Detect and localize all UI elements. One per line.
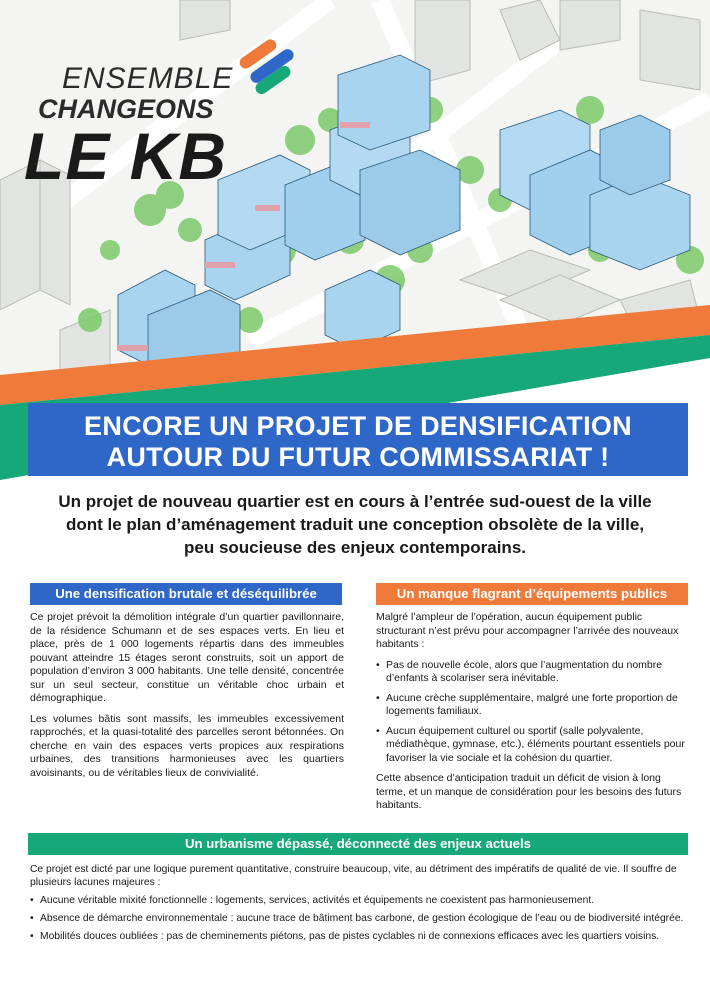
- bottom-section-body: [30, 863, 690, 950]
- intro-line-3: peu soucieuse des enjeux contemporains.: [184, 538, 526, 557]
- list-item: • Aucun équipement culturel ou sportif (salle polyvalente, médiathèque, gymnase, etc.), éléments pourtant essentiels pour favoriser la vie sociale et la cohésion du quartier.: [376, 725, 688, 766]
- list-item: • Aucune véritable mixité fonctionnelle : logements, services, activités et équipements ne coexistent pas harmonieusement.: [30, 894, 690, 907]
- left-section-heading: Une densification brutale et déséquilibrée: [30, 583, 342, 605]
- bottom-bullet-list: [30, 894, 690, 944]
- title-line-2: AUTOUR DU FUTUR COMMISSARIAT !: [106, 442, 610, 472]
- logo: [22, 50, 282, 200]
- page-title: [28, 403, 688, 476]
- left-paragraph: Ce projet prévoit la démolition intégrale d’un quartier pavillonnaire, de la résidence Schumann et de ses espaces verts. En lieu et place, près de 1 000 logements répartis dans des immeubles pouvant atteindre 15 étages seront construits, soit un apport de population d’environ 3 000 habitants. Une telle densité, concentrée sur un seul secteur, constitue un véritable choc urbain et démographique.: [30, 611, 344, 704]
- intro-line-1: Un projet de nouveau quartier est en cours à l’entrée sud-ouest de la ville: [58, 492, 652, 511]
- right-conclusion: Cette absence d’anticipation traduit un déficit de vision à long terme, et un manque de considération pour les besoins des futurs habitants.: [376, 772, 682, 811]
- intro-text: [30, 490, 680, 559]
- right-section-heading: Un manque flagrant d’équipements publics: [376, 583, 688, 605]
- right-intro: Malgré l’ampleur de l’opération, aucun équipement public structurant n’est prévu pour accompagner l’arrivée des nouveaux habitants :: [376, 611, 679, 650]
- list-item: • Absence de démarche environnementale : aucune trace de bâtiment bas carbone, de gestion écologique de l’eau ou de biodiversité intégrée.: [30, 912, 690, 925]
- left-paragraph: Les volumes bâtis sont massifs, les immeubles excessivement rapprochés, et la quasi-totalité des parcelles seront bétonnées. On cherche en vain des espaces verts propices aux respirations urbaines, des transitions harmonieuses avec les quartiers avoisinants, ou de véritables lieux de convivialité.: [30, 712, 344, 779]
- right-section-body: [376, 611, 688, 820]
- left-section-body: [30, 611, 344, 787]
- list-item: • Aucune crèche supplémentaire, malgré une forte proportion de logements familiaux.: [376, 692, 688, 719]
- title-line-1: ENCORE UN PROJET DE DENSIFICATION: [84, 411, 632, 441]
- list-item: • Pas de nouvelle école, alors que l’augmentation du nombre d’enfants à scolariser sera inévitable.: [376, 659, 688, 686]
- right-bullet-list: [376, 659, 688, 766]
- bottom-section-heading: Un urbanisme dépassé, déconnecté des enjeux actuels: [28, 833, 688, 855]
- bottom-intro: Ce projet est dicté par une logique purement quantitative, construire beaucoup, vite, au détriment des impératifs de qualité de vie. Il souffre de plusieurs lacunes majeures :: [30, 864, 677, 889]
- logo-line-3: LE KB: [24, 119, 227, 193]
- list-item: • Mobilités douces oubliées : pas de cheminements piétons, pas de pistes cyclables ni de connexions efficaces avec les quartiers voisins.: [30, 930, 690, 943]
- logo-line-2: CHANGEONS: [38, 94, 214, 124]
- intro-line-2: dont le plan d’aménagement traduit une conception obsolète de la ville,: [65, 515, 645, 534]
- logo-stripes-icon: [227, 22, 307, 102]
- logo-line-1: ENSEMBLE: [62, 62, 234, 95]
